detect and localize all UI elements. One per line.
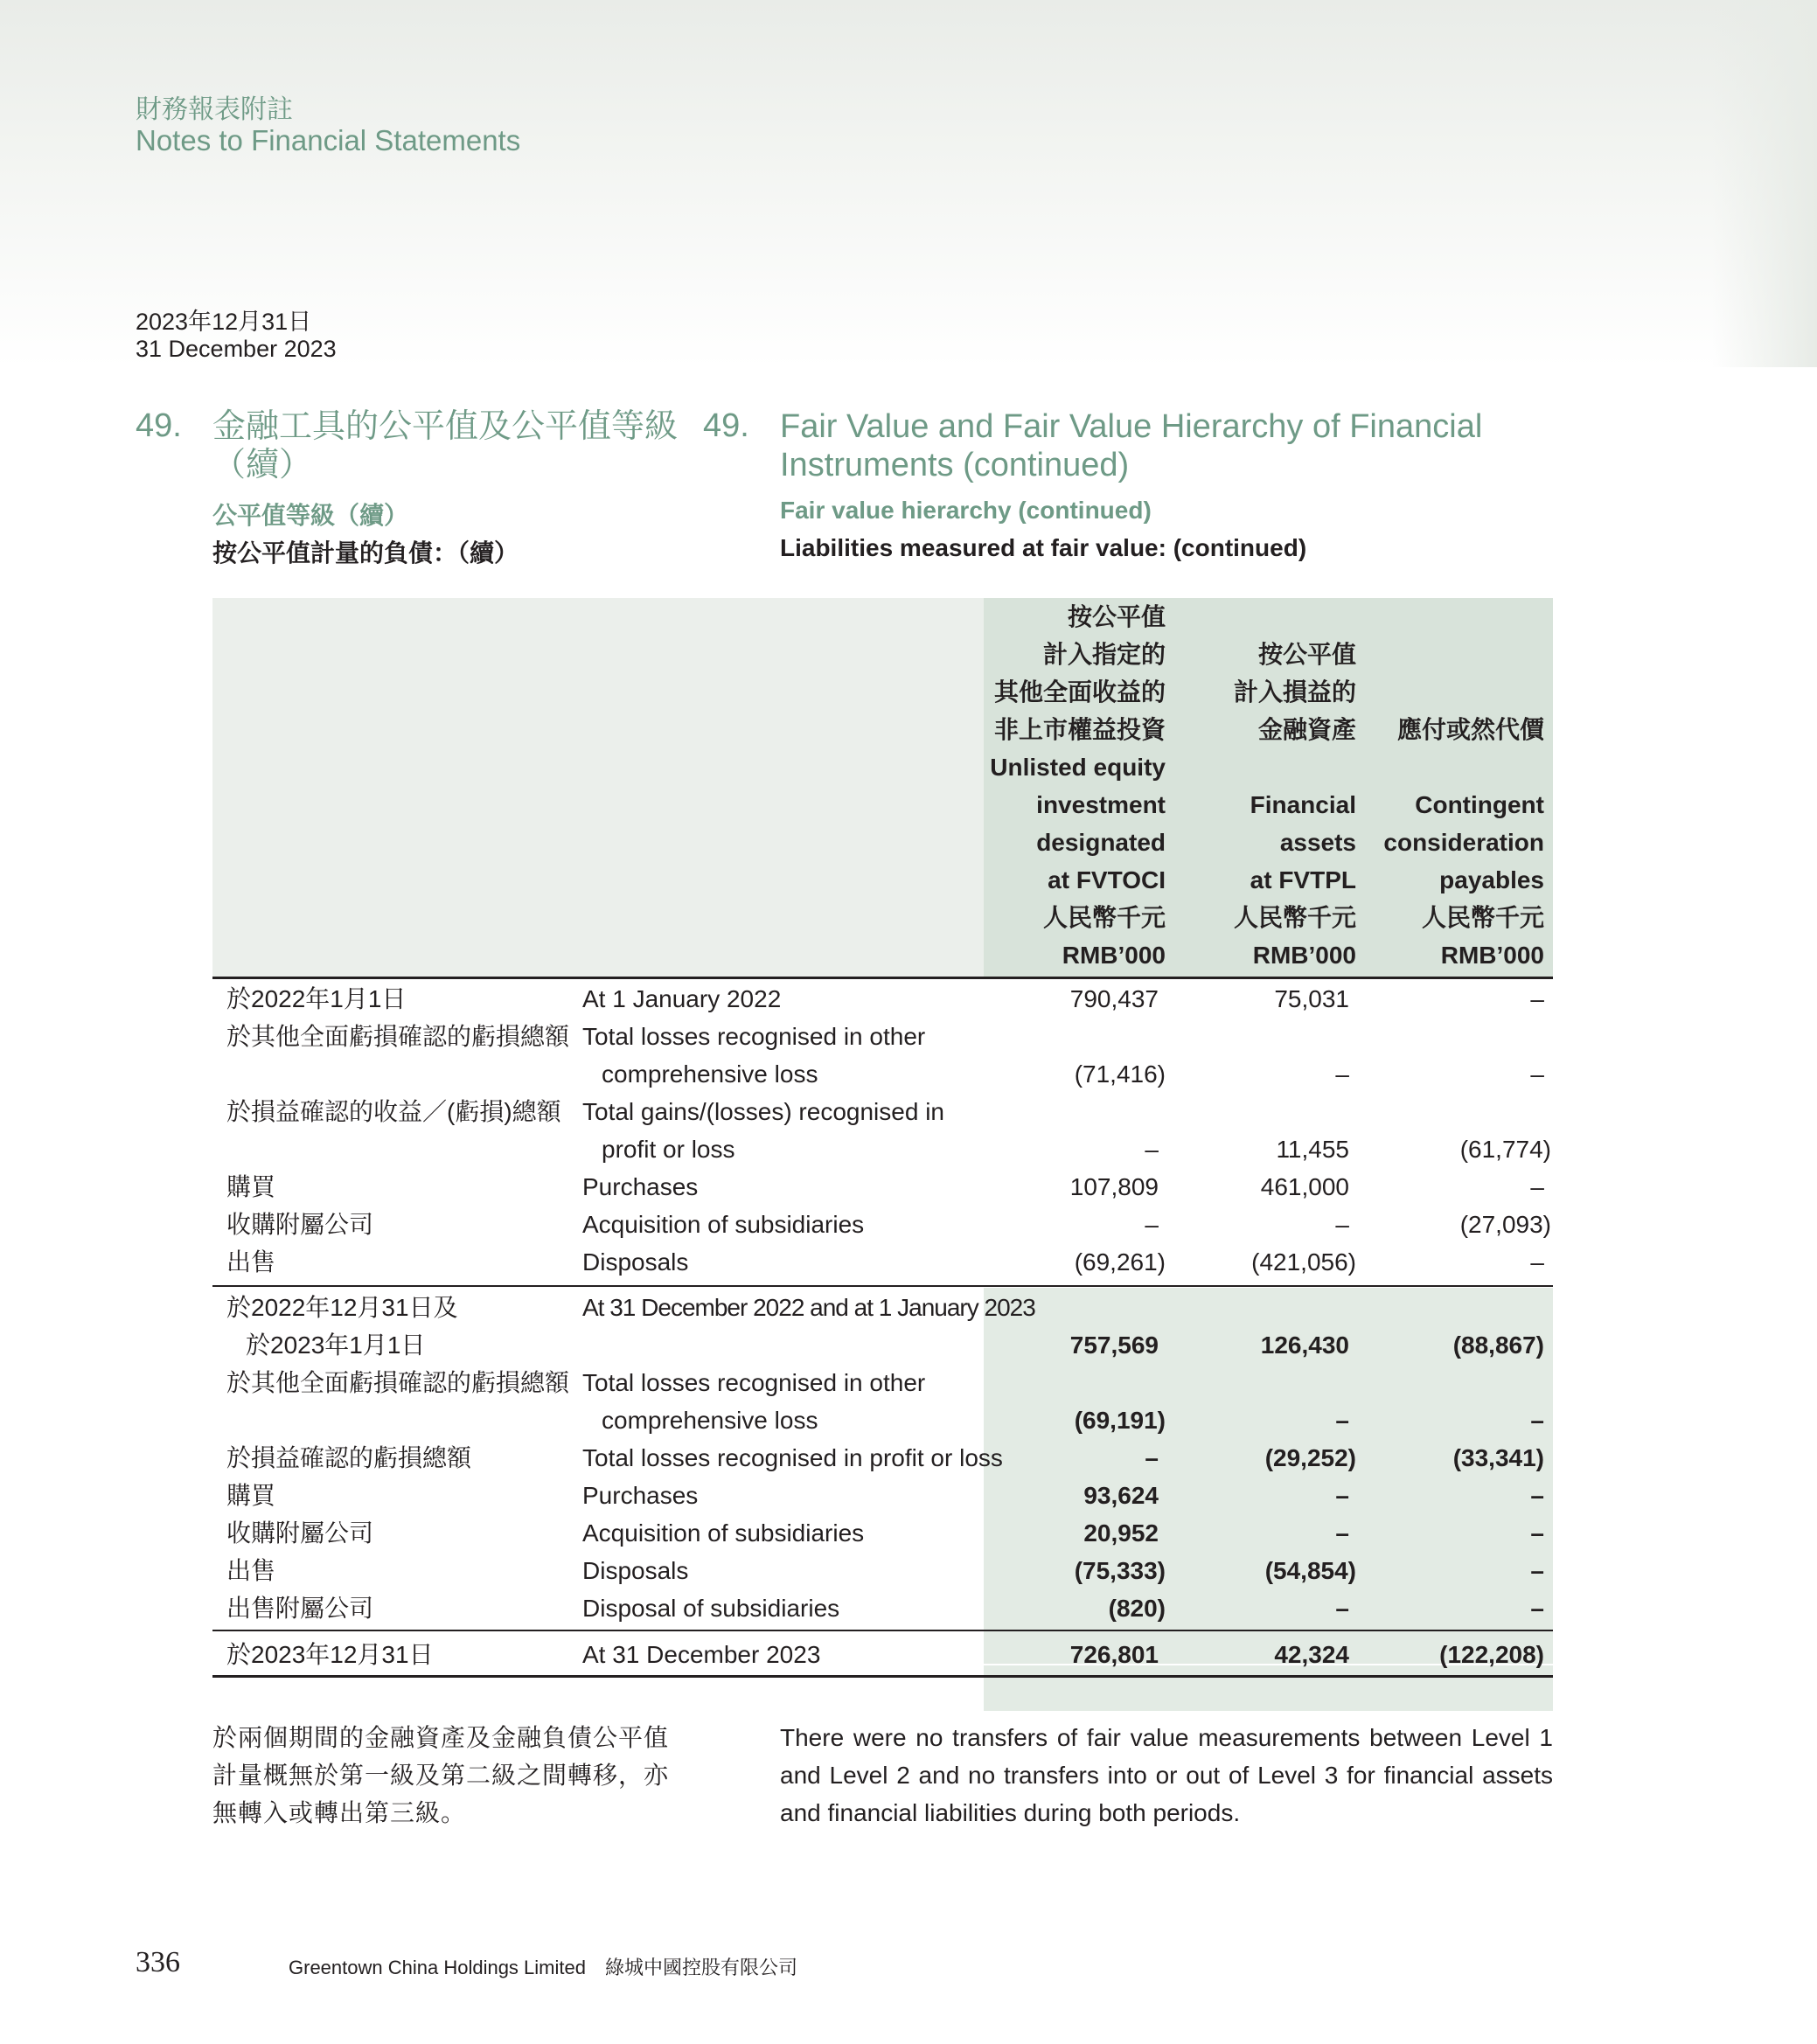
value-fvtoci: 93,624 bbox=[1083, 1482, 1159, 1509]
value-contingent: – bbox=[1530, 985, 1544, 1012]
subheading2-zh: 按公平值計量的負債：（續） bbox=[212, 539, 519, 567]
col2-line: 人民幣千元 bbox=[1233, 904, 1356, 931]
row-label-zh: 於其他全面虧損確認的虧損總額 bbox=[226, 1023, 570, 1050]
row-label-zh: 購買 bbox=[226, 1482, 276, 1509]
table-row bbox=[212, 1552, 1553, 1589]
value-contingent: – bbox=[1530, 1248, 1544, 1276]
column-header-contingent bbox=[1356, 711, 1544, 974]
date-en: 31 December 2023 bbox=[136, 336, 337, 362]
table-row bbox=[212, 1589, 1553, 1627]
col3-line: payables bbox=[1439, 866, 1544, 893]
value-fvtoci: 757,569 bbox=[1069, 1331, 1159, 1359]
row-label-zh: 出售 bbox=[226, 1557, 276, 1584]
value-fvtoci: (69,191) bbox=[1074, 1407, 1166, 1434]
footer-company: Greentown China Holdings Limited 綠城中國控股有限公司 bbox=[289, 1957, 797, 1978]
value-fvtoci: – bbox=[1145, 1444, 1159, 1471]
table-row bbox=[212, 1206, 1553, 1243]
column-header-fvtpl bbox=[1166, 636, 1356, 974]
row-label-en: Purchases bbox=[582, 1482, 699, 1509]
value-fvtoci: 107,809 bbox=[1069, 1173, 1159, 1200]
section-title-zh-line1: 金融工具的公平值及公平值等級 bbox=[212, 408, 679, 445]
col2-line: 按公平值 bbox=[1257, 641, 1356, 668]
value-contingent: – bbox=[1530, 1595, 1544, 1622]
value-contingent: (122,208) bbox=[1439, 1641, 1544, 1668]
row-label-en: Total gains/(losses) recognised in bbox=[582, 1098, 944, 1125]
col1-line: investment bbox=[1036, 791, 1166, 818]
row-label-en: Acquisition of subsidiaries bbox=[582, 1519, 865, 1547]
col2-line: Financial bbox=[1250, 791, 1356, 818]
row-label-en: Total losses recognised in other bbox=[582, 1023, 926, 1050]
table-row bbox=[212, 1243, 1553, 1281]
col3-line bbox=[1356, 748, 1544, 786]
value-fvtpl: – bbox=[1335, 1595, 1349, 1622]
subheading-zh: 公平值等級（續） bbox=[212, 502, 409, 529]
subheading-en: Fair value hierarchy (continued) bbox=[780, 497, 1152, 524]
col2-line: at FVTPL bbox=[1250, 866, 1356, 893]
row-label-zh: 於其他全面虧損確認的虧損總額 bbox=[226, 1369, 570, 1396]
value-fvtpl: 42,324 bbox=[1274, 1641, 1349, 1668]
col1-line: designated bbox=[1036, 829, 1166, 856]
row-label-en: Disposal of subsidiaries bbox=[582, 1595, 840, 1622]
note-zh-line: 計量概無於第一級及第二級之間轉移，亦 bbox=[212, 1762, 670, 1789]
value-contingent: – bbox=[1530, 1519, 1544, 1547]
value-contingent: (88,867) bbox=[1452, 1331, 1544, 1359]
col3-line: 人民幣千元 bbox=[1421, 904, 1544, 931]
value-fvtpl: – bbox=[1335, 1060, 1349, 1088]
row-label-en: Purchases bbox=[582, 1173, 699, 1200]
col1-line: 其他全面收益的 bbox=[993, 678, 1166, 706]
value-fvtoci: – bbox=[1145, 1211, 1159, 1238]
header-rule bbox=[212, 977, 1553, 979]
value-fvtoci: (69,261) bbox=[1074, 1248, 1166, 1276]
table-row bbox=[212, 1326, 1553, 1364]
value-fvtpl: (54,854) bbox=[1264, 1557, 1356, 1584]
subheading2-en: Liabilities measured at fair value: (continued) bbox=[780, 534, 1307, 561]
table-row bbox=[212, 980, 1553, 1018]
table-row bbox=[212, 1055, 1553, 1093]
row-label-en: At 31 December 2022 and at 1 January 2023 bbox=[582, 1294, 1035, 1321]
table-row bbox=[212, 1093, 1553, 1130]
section-number-en: 49. bbox=[703, 407, 749, 444]
section-title-en-line2: Instruments (continued) bbox=[780, 447, 1130, 483]
column-header-fvtoci bbox=[984, 598, 1166, 974]
section-rule bbox=[212, 1630, 1553, 1631]
col1-line: at FVTOCI bbox=[1048, 866, 1166, 893]
header-title-en: Notes to Financial Statements bbox=[136, 124, 521, 156]
value-fvtpl: – bbox=[1335, 1211, 1349, 1238]
col1-line: RMB’000 bbox=[1062, 942, 1166, 969]
header-wash-right bbox=[1712, 0, 1817, 367]
value-fvtoci: 790,437 bbox=[1069, 985, 1159, 1012]
row-label-zh: 購買 bbox=[226, 1173, 276, 1200]
note-paragraph-zh bbox=[212, 1719, 676, 1832]
table-row bbox=[212, 1289, 1553, 1326]
value-fvtpl: – bbox=[1335, 1407, 1349, 1434]
row-label-en: Acquisition of subsidiaries bbox=[582, 1211, 865, 1238]
row-label-zh: 於2023年12月31日 bbox=[226, 1641, 434, 1668]
table-row bbox=[212, 1636, 1553, 1673]
value-fvtpl: 75,031 bbox=[1274, 985, 1349, 1012]
bottom-rule bbox=[212, 1675, 1553, 1678]
value-fvtoci: 726,801 bbox=[1069, 1641, 1159, 1668]
value-contingent: (27,093) bbox=[1459, 1211, 1551, 1238]
row-label-en: Total losses recognised in profit or loss bbox=[582, 1444, 1003, 1471]
col2-line: 金融資產 bbox=[1257, 716, 1356, 743]
value-fvtoci: (71,416) bbox=[1074, 1060, 1166, 1088]
note-zh-line: 無轉入或轉出第三級。 bbox=[212, 1799, 467, 1826]
col3-line: 應付或然代價 bbox=[1396, 716, 1544, 743]
row-label-zh: 收購附屬公司 bbox=[226, 1519, 374, 1547]
row-label-zh: 於2023年1月1日 bbox=[246, 1331, 426, 1359]
table-row bbox=[212, 1364, 1553, 1401]
section-number-zh: 49. bbox=[136, 407, 182, 444]
value-fvtoci: 20,952 bbox=[1083, 1519, 1159, 1547]
section-title-en-line1: Fair Value and Fair Value Hierarchy of Financial bbox=[780, 408, 1483, 445]
table-row bbox=[212, 1018, 1553, 1055]
value-contingent: – bbox=[1530, 1407, 1544, 1434]
value-fvtoci: (820) bbox=[1108, 1595, 1166, 1622]
section-title-zh bbox=[212, 407, 678, 484]
value-contingent: (61,774) bbox=[1459, 1136, 1551, 1163]
section-title-en bbox=[780, 407, 1482, 484]
note-paragraph-en: There were no transfers of fair value measurements between Level 1 and Level 2 and no transfers into or out of Level 3 for financial assets and financial liabilities during both periods. bbox=[780, 1724, 1553, 1826]
value-contingent: – bbox=[1530, 1557, 1544, 1584]
row-label-zh: 於損益確認的收益／(虧損)總額 bbox=[226, 1098, 561, 1125]
header-title-zh: 財務報表附註 bbox=[136, 95, 293, 124]
col1-line: 按公平值 bbox=[1067, 603, 1166, 630]
col3-line: Contingent bbox=[1415, 791, 1544, 818]
row-label-zh: 出售 bbox=[226, 1248, 276, 1276]
col2-line: 計入損益的 bbox=[1233, 678, 1356, 706]
col1-line: 非上市權益投資 bbox=[993, 716, 1166, 743]
value-contingent: (33,341) bbox=[1452, 1444, 1544, 1471]
value-fvtpl: 461,000 bbox=[1260, 1173, 1349, 1200]
row-label-en: Total losses recognised in other bbox=[582, 1369, 926, 1396]
table-row bbox=[212, 1514, 1553, 1552]
row-label-en: comprehensive loss bbox=[602, 1060, 818, 1088]
table-row bbox=[212, 1439, 1553, 1477]
table-row bbox=[212, 1401, 1553, 1439]
row-label-en: At 1 January 2022 bbox=[582, 985, 782, 1012]
section-title-zh-line2: （續） bbox=[212, 447, 313, 483]
table-row bbox=[212, 1168, 1553, 1206]
note-zh-line: 於兩個期間的金融資產及金融負債公平值 bbox=[212, 1724, 670, 1751]
row-label-en: comprehensive loss bbox=[602, 1407, 818, 1434]
row-label-zh: 出售附屬公司 bbox=[226, 1595, 374, 1622]
row-label-en: profit or loss bbox=[602, 1136, 735, 1163]
row-label-en: At 31 December 2023 bbox=[582, 1641, 821, 1668]
col2-line bbox=[1166, 748, 1356, 786]
row-label-zh: 於損益確認的虧損總額 bbox=[226, 1444, 472, 1471]
value-fvtoci: – bbox=[1145, 1136, 1159, 1163]
value-fvtpl: – bbox=[1335, 1482, 1349, 1509]
col2-line: assets bbox=[1279, 829, 1356, 856]
section-rule bbox=[212, 1285, 1553, 1287]
value-contingent: – bbox=[1530, 1060, 1544, 1088]
col2-line: RMB’000 bbox=[1252, 942, 1356, 969]
value-fvtpl: – bbox=[1335, 1519, 1349, 1547]
value-fvtpl: 11,455 bbox=[1276, 1136, 1349, 1163]
row-label-zh: 收購附屬公司 bbox=[226, 1211, 374, 1238]
col1-line: 人民幣千元 bbox=[1042, 904, 1166, 931]
value-fvtpl: (29,252) bbox=[1264, 1444, 1356, 1471]
value-fvtoci: (75,333) bbox=[1074, 1557, 1166, 1584]
value-fvtpl: (421,056) bbox=[1251, 1248, 1356, 1276]
row-label-zh: 於2022年1月1日 bbox=[226, 985, 407, 1012]
value-fvtpl: 126,430 bbox=[1260, 1331, 1349, 1359]
col3-line: RMB’000 bbox=[1440, 942, 1544, 969]
table-header-bg bbox=[212, 598, 984, 977]
row-label-en: Disposals bbox=[582, 1557, 689, 1584]
col3-line: consideration bbox=[1383, 829, 1544, 856]
date-zh: 2023年12月31日 bbox=[136, 309, 312, 335]
col1-line: Unlisted equity bbox=[990, 754, 1166, 781]
table-row bbox=[212, 1477, 1553, 1514]
row-label-en: Disposals bbox=[582, 1248, 689, 1276]
col1-line: 計入指定的 bbox=[1042, 641, 1166, 668]
table-row bbox=[212, 1130, 1553, 1168]
value-contingent: – bbox=[1530, 1482, 1544, 1509]
page-number: 336 bbox=[136, 1946, 180, 1978]
value-contingent: – bbox=[1530, 1173, 1544, 1200]
row-label-zh: 於2022年12月31日及 bbox=[226, 1294, 458, 1321]
